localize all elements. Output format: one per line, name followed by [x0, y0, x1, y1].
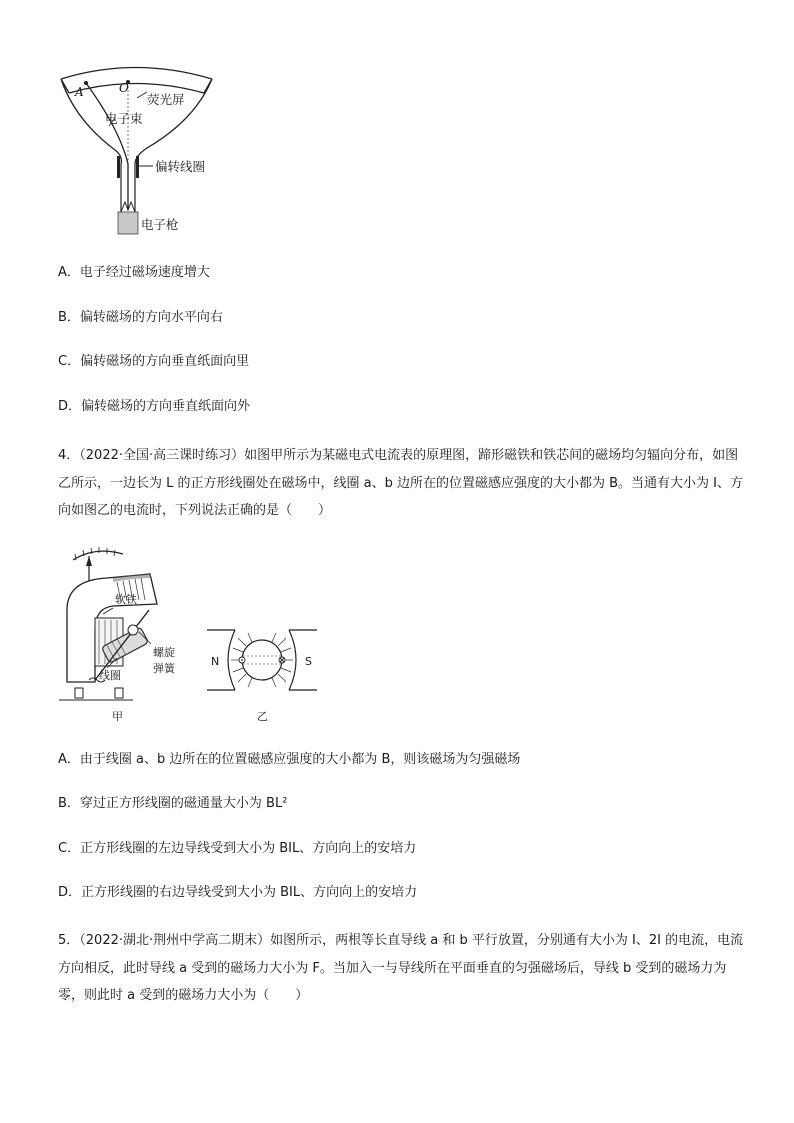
label-coil: 线圈 [99, 669, 121, 682]
label-electron-beam: 电子束 [105, 111, 143, 126]
label-south: S [305, 655, 312, 668]
label-spring-1: 螺旋 [153, 646, 175, 659]
label-electron-gun: 电子枪 [141, 217, 179, 232]
q3-option-c: C．偏转磁场的方向垂直纸面向里 [58, 354, 250, 369]
label-north: N [211, 655, 220, 668]
figure-electron-tube [55, 60, 255, 240]
label-screen: 荧光屏 [147, 92, 185, 107]
label-spring-2: 弹簧 [153, 662, 175, 675]
q3-option-a: A．电子经过磁场速度增大 [58, 265, 210, 280]
label-deflection-coil: 偏转线圈 [155, 159, 206, 174]
caption-yi: 乙 [257, 710, 268, 723]
label-soft-iron: 软铁 [115, 593, 137, 606]
q4-option-a: A．由于线圈 a、b 边所在的位置磁感应强度的大小都为 B，则该磁场为匀强磁场 [58, 752, 521, 767]
galvanometer-diagram [55, 540, 195, 730]
q5-stem: 5．（2022·湖北·荆州中学高二期末）如图所示，两根等长直导线 a 和 b 平行放置，分别通有大小为 I、2I 的电流，电流方向相反，此时导线 a 受到的磁场力大小为 F。当加入一与导线所在平面垂直的匀强磁场后，导线 b 受到的磁场力为零，则此时 a 受到的磁场力大小为（ ） [58, 933, 744, 1003]
caption-jia: 甲 [112, 710, 123, 723]
q4-option-c: C．正方形线圈的左边导线受到大小为 BIL、方向向上的安培力 [58, 841, 417, 856]
q4-option-d: D．正方形线圈的右边导线受到大小为 BIL、方向向上的安培力 [58, 885, 418, 900]
radial-field-diagram [205, 620, 325, 730]
figure-galvanometer [55, 540, 195, 730]
q4-option-b: B．穿过正方形线圈的磁通量大小为 BL² [58, 796, 288, 811]
electron-tube-diagram [55, 60, 255, 240]
q3-option-b: B．偏转磁场的方向水平向右 [58, 310, 223, 325]
label-point-o: O [119, 81, 129, 95]
label-point-a: A [75, 85, 84, 99]
q3-option-d: D．偏转磁场的方向垂直纸面向外 [58, 399, 251, 414]
figure-radial-field [205, 620, 325, 730]
q4-stem: 4．（2022·全国·高三课时练习）如图甲所示为某磁电式电流表的原理图，蹄形磁铁和铁芯间的磁场均匀辐向分布，如图乙所示，一边长为 L 的正方形线圈处在磁场中，线圈 a、b 边所在的位置磁感应强度的大小都为 B。当通有大小为 I、方向如图乙的电流时，下列说法正确的是（ ） [58, 448, 744, 518]
